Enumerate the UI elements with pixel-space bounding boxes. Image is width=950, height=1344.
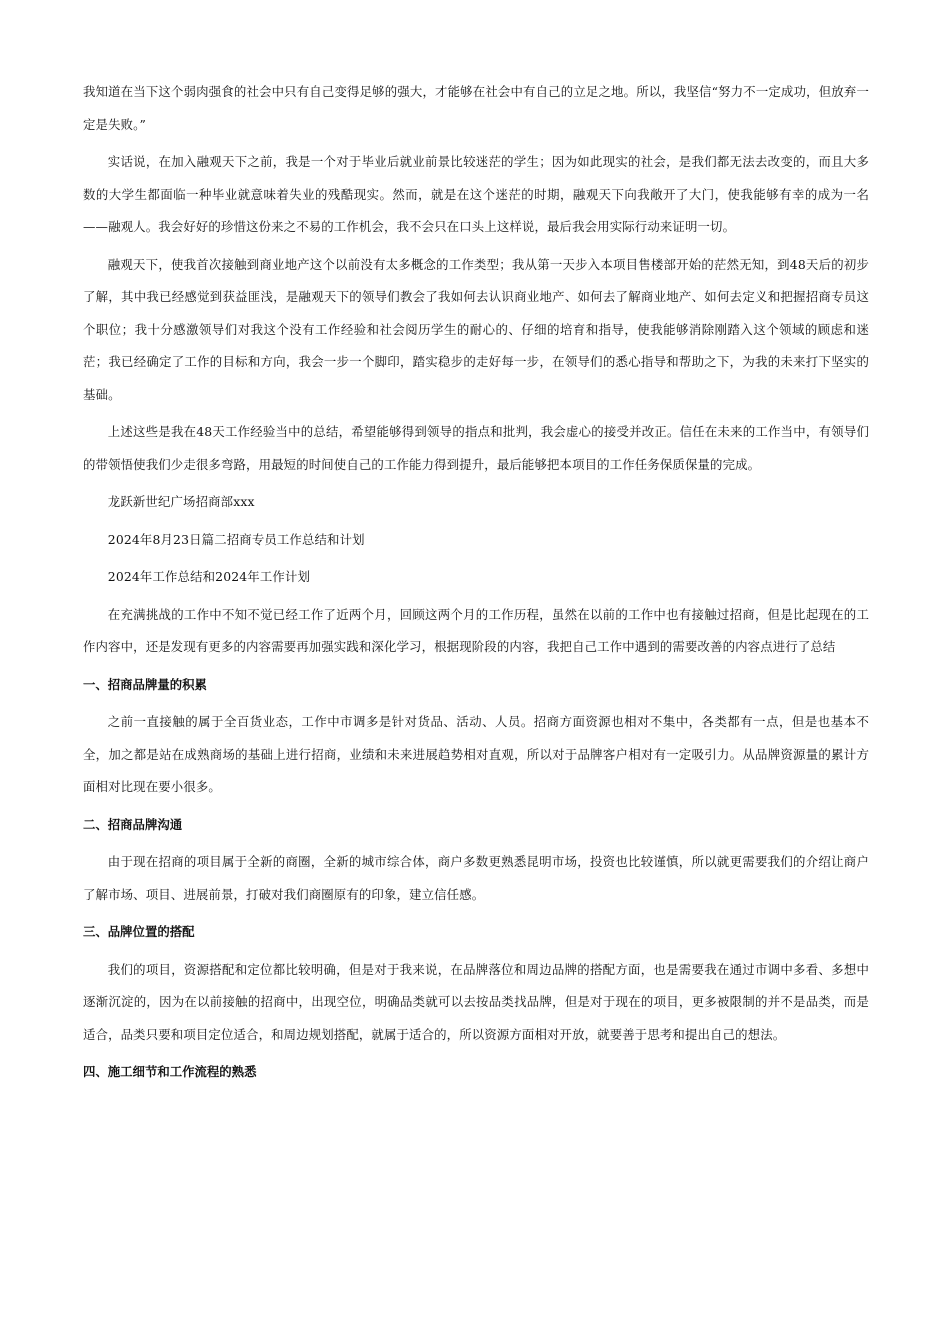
section-text-brand-placement: 我们的项目，资源搭配和定位都比较明确，但是对于我来说，在品牌落位和周边品牌的搭配方面，也是需要我在通过市调中多看、多想中逐渐沉淀的，因为在以前接触的招商中，出现空位，明确品类就可以去按品类找品牌，但是对于现在的项目，更多被限制的并不是品类，而是适合，品类只要和项目定位适合，和周边规划搭配，就属于适合的，所以资源方面相对开放，就要善于思考和提出自己的想法。	[83, 961, 869, 1042]
section-text-brand-communication: 由于现在招商的项目属于全新的商圈，全新的城市综合体，商户多数更熟悉昆明市场，投资也比较谨慎，所以就更需要我们的介绍让商户了解市场、项目、进展前景，打破对我们商圈原有的印象，建立信任感。	[83, 854, 869, 902]
signature-department: 龙跃新世纪广场招商部xxx	[107, 494, 255, 509]
paragraph-joining: 实话说，在加入融观天下之前，我是一个对于毕业后就业前景比较迷茫的学生；因为如此现实的社会，是我们都无法去改变的，而且大多数的大学生都面临一种毕业就意味着失业的残酷现实。然而，就是在这个迷茫的时期，融观天下向我敞开了大门，使我能够有幸的成为一名——融观人。我会好好的珍惜这份来之不易的工作机会，我不会只在口头上这样说，最后我会用实际行动来证明一切。	[83, 154, 869, 234]
section-heading-brand-placement: 三、品牌位置的搭配	[83, 924, 195, 939]
paragraph-intro: 在充满挑战的工作中不知不觉已经工作了近两个月，回顾这两个月的工作历程，虽然在以前的工作中也有接触过招商，但是比起现在的工作内容中，还是发现有更多的内容需要再加强实践和深化学习，根据现阶段的内容，我把自己工作中遇到的需要改善的内容点进行了总结	[83, 606, 869, 654]
paragraph-learning: 融观天下，使我首次接触到商业地产这个以前没有太多概念的工作类型；我从第一天步入本项目售楼部开始的茫然无知，到48天后的初步了解，其中我已经感觉到获益匪浅，是融观天下的领导们教会了我如何去认识商业地产、如何去了解商业地产、如何去定义和把握招商专员这个职位；我十分感激领导们对我这个没有工作经验和社会阅历学生的耐心的、仔细的培育和指导，使我能够消除刚踏入这个领域的顾虑和迷茫；我已经确定了工作的目标和方向，我会一步一个脚印，踏实稳步的走好每一步，在领导们的悉心指导和帮助之下，为我的未来打下坚实的基础。	[83, 256, 869, 402]
section-text-brand-accumulation: 之前一直接触的属于全百货业态，工作中市调多是针对货品、活动、人员。招商方面资源也相对不集中，各类都有一点，但是也基本不全，加之都是站在成熟商场的基础上进行招商，业绩和未来进展趋势相对直观，所以对于品牌客户相对有一定吸引力。从品牌资源量的累计方面相对比现在要小很多。	[83, 714, 869, 794]
date-and-title: 2024年8月23日篇二招商专员工作总结和计划	[107, 531, 365, 547]
section-heading-brand-communication: 二、招商品牌沟通	[83, 816, 183, 832]
paragraph-conviction: 我知道在当下这个弱肉强食的社会中只有自己变得足够的强大，才能够在社会中有自己的立足之地。所以，我坚信“努力不一定成功，但放弃一定是失败。”	[83, 84, 869, 132]
section-heading-brand-accumulation: 一、招商品牌量的积累	[83, 676, 207, 692]
plan-title: 2024年工作总结和2024年工作计划	[107, 569, 311, 584]
document-body	[83, 76, 869, 1089]
paragraph-summary: 上述这些是我在48天工作经验当中的总结，希望能够得到领导的指点和批判，我会虚心的接受并改正。信任在未来的工作当中，有领导们的带领悟使我们少走很多弯路，用最短的时间使自己的工作能力得到提升，最后能够把本项目的工作任务保质保量的完成。	[83, 424, 869, 472]
section-heading-construction-workflow: 四、施工细节和工作流程的熟悉	[83, 1064, 257, 1079]
